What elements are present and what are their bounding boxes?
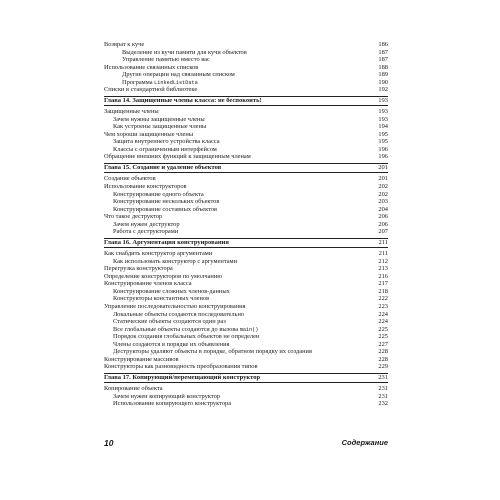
toc-entry-title: Члены создаются в порядке их объявления bbox=[113, 340, 230, 348]
toc-entry bbox=[104, 198, 388, 206]
toc-entry bbox=[104, 116, 388, 124]
toc-entry bbox=[104, 56, 388, 64]
toc-entry bbox=[104, 250, 388, 258]
toc-entry bbox=[104, 318, 388, 326]
toc-page-number: 225 bbox=[378, 325, 388, 333]
toc-entry-title: Зачем нужен копирующий конструктор bbox=[113, 392, 220, 400]
chapter-heading bbox=[104, 96, 388, 106]
toc-entry-title: Классы с ограниченным интерфейсом bbox=[113, 145, 217, 153]
toc-entry bbox=[104, 131, 388, 139]
toc-entry-title: Работа с деструкторами bbox=[113, 228, 179, 236]
toc-entry-title: Другие операции над связанным списком bbox=[122, 71, 235, 79]
toc-page-number: 231 bbox=[378, 374, 388, 382]
toc-entry-title: Программа LinkedListData bbox=[122, 78, 198, 86]
toc-entry-title: Использование конструкторов bbox=[104, 182, 187, 190]
toc-entry-title: Создание объектов bbox=[104, 175, 156, 183]
page-footer bbox=[104, 438, 388, 450]
toc-entry bbox=[104, 385, 388, 393]
page-number: 10 bbox=[104, 438, 114, 448]
toc-entry bbox=[104, 348, 388, 356]
toc-entry bbox=[104, 49, 388, 57]
toc-page-number: 189 bbox=[378, 71, 388, 79]
toc-page-number: 195 bbox=[378, 138, 388, 146]
toc-page-number: 194 bbox=[378, 123, 388, 131]
toc-entry bbox=[104, 153, 388, 161]
toc-page-number: 188 bbox=[378, 63, 388, 71]
toc-entry bbox=[104, 108, 388, 116]
toc-entry-title: Как устроены защищенные члены bbox=[113, 123, 207, 131]
toc-entry-title: Списки в стандартной библиотеке bbox=[104, 86, 198, 94]
toc-entry-title: Локальные объекты создаются последовательно bbox=[113, 310, 245, 318]
toc-page-number: 228 bbox=[378, 355, 388, 363]
toc-page-number: 196 bbox=[378, 153, 388, 161]
toc-entry bbox=[104, 183, 388, 191]
toc-page-number: 201 bbox=[378, 164, 388, 172]
chapter-title: Глава 15. Создание и удаление объектов bbox=[104, 164, 222, 172]
toc-entry bbox=[104, 86, 388, 94]
toc-entry bbox=[104, 206, 388, 214]
toc-page-number: 228 bbox=[378, 348, 388, 356]
toc-entry bbox=[104, 64, 388, 72]
toc-entry-title: Управление памятью вместо вас bbox=[122, 56, 210, 64]
toc-entry-title: Конструирование сложных членов-данных bbox=[113, 287, 230, 295]
toc-entry bbox=[104, 326, 388, 334]
toc-entry-title: Конструирование составных объектов bbox=[113, 205, 218, 213]
toc-page-number: 224 bbox=[378, 310, 388, 318]
toc-entry-title: Деструкторы удаляют объекты в порядке, обратном порядку их создания bbox=[113, 348, 312, 356]
toc-page-number: 229 bbox=[378, 363, 388, 371]
toc-page-number: 202 bbox=[378, 182, 388, 190]
toc-page-number: 193 bbox=[378, 97, 388, 105]
toc-page-number: 225 bbox=[378, 333, 388, 341]
toc-entry bbox=[104, 363, 388, 371]
chapter-title: Глава 14. Защищенные члены класса: не беспокоить! bbox=[104, 97, 262, 105]
toc-entry-title: Все глобальные объекты создаются до вызова main() bbox=[113, 325, 259, 333]
chapter-heading bbox=[104, 238, 388, 248]
toc-entry-title: Использование копирующего конструктора bbox=[113, 400, 232, 408]
toc-entry bbox=[104, 228, 388, 236]
toc-entry-title: Конструкторы как разновидность преобразования типов bbox=[104, 363, 258, 371]
code-identifier: LinkedListData bbox=[154, 79, 198, 86]
toc-page-number: 216 bbox=[378, 272, 388, 280]
toc-entry bbox=[104, 221, 388, 229]
toc-entry bbox=[104, 273, 388, 281]
toc-page-number: 211 bbox=[378, 238, 388, 246]
toc-entry-title: Выделение из кучи памяти для кучи объектов bbox=[122, 48, 247, 56]
toc-entry bbox=[104, 191, 388, 199]
toc-page-number: 207 bbox=[378, 228, 388, 236]
toc-page-number: 202 bbox=[378, 190, 388, 198]
table-of-contents bbox=[104, 41, 388, 408]
toc-entry bbox=[104, 71, 388, 79]
toc-page-number: 186 bbox=[378, 41, 388, 48]
toc-entry bbox=[104, 295, 388, 303]
toc-page-number: 206 bbox=[378, 213, 388, 221]
running-title: Содержание bbox=[341, 438, 388, 447]
toc-page-number: 232 bbox=[378, 400, 388, 408]
toc-entry bbox=[104, 146, 388, 154]
toc-entry-title: Порядок создания глобальных объектов не определен bbox=[113, 333, 260, 341]
toc-page-number: 224 bbox=[378, 318, 388, 326]
toc-page-number: 211 bbox=[378, 250, 388, 258]
chapter-heading bbox=[104, 163, 388, 173]
toc-page-number: 193 bbox=[378, 108, 388, 116]
toc-entry-title: Чем хороши защищенные члены bbox=[104, 130, 194, 138]
toc-page-number: 192 bbox=[378, 86, 388, 94]
toc-entry bbox=[104, 311, 388, 319]
toc-page-number: 218 bbox=[378, 287, 388, 295]
chapter-title: Глава 16. Аргументация конструирования bbox=[104, 238, 229, 246]
toc-entry bbox=[104, 280, 388, 288]
toc-entry-title: Защищенные члены bbox=[104, 108, 159, 116]
toc-entry-title: Управление последовательностью конструирования bbox=[104, 302, 246, 310]
toc-page-number: 222 bbox=[378, 295, 388, 303]
toc-entry-title: Как использовать конструктор с аргументами bbox=[113, 257, 237, 265]
code-identifier: main() bbox=[239, 326, 259, 333]
toc-entry-title: Обращение внешних функций к защищенным членам bbox=[104, 153, 251, 161]
toc-entry-title: Конструирование нескольких объектов bbox=[113, 198, 220, 206]
toc-entry-title: Конструирование членов класса bbox=[104, 280, 192, 288]
toc-entry bbox=[104, 341, 388, 349]
toc-entry-title: Что такое деструктор bbox=[104, 213, 163, 221]
toc-page-number: 212 bbox=[378, 257, 388, 265]
chapter-title: Глава 17. Копирующий/перемещающий конструктор bbox=[104, 374, 261, 382]
toc-entry bbox=[104, 213, 388, 221]
toc-entry-title: Использование связанных списков bbox=[104, 63, 199, 71]
toc-page-number: 190 bbox=[378, 78, 388, 86]
toc-entry bbox=[104, 393, 388, 401]
toc-entry bbox=[104, 79, 388, 87]
toc-entry bbox=[104, 123, 388, 131]
chapter-heading bbox=[104, 373, 388, 383]
toc-entry-title: Зачем нужны защищенные члены bbox=[113, 115, 205, 123]
toc-entry-title: Защита внутреннего устройства класса bbox=[113, 138, 220, 146]
toc-entry-title: Определение конструкторов по умолчанию bbox=[104, 272, 223, 280]
toc-page-number: 196 bbox=[378, 145, 388, 153]
toc-entry bbox=[104, 138, 388, 146]
toc-entry-title: Зачем нужен деструктор bbox=[113, 220, 180, 228]
toc-page-number: 204 bbox=[378, 205, 388, 213]
toc-page-number: 195 bbox=[378, 130, 388, 138]
toc-page-number: 187 bbox=[378, 48, 388, 56]
toc-entry bbox=[104, 265, 388, 273]
toc-entry-title: Конструирование одного объекта bbox=[113, 190, 204, 198]
toc-entry-title: Статические объекты создаются один раз bbox=[113, 318, 226, 326]
toc-page-number: 201 bbox=[378, 175, 388, 183]
toc-entry bbox=[104, 41, 388, 49]
toc-entry-title: Конструкторы константных членов bbox=[113, 295, 210, 303]
toc-page-number: 231 bbox=[378, 392, 388, 400]
toc-entry-title: Перегрузка конструктора bbox=[104, 265, 173, 273]
toc-entry-title: Конструирование массивов bbox=[104, 355, 179, 363]
toc-page-number: 193 bbox=[378, 115, 388, 123]
toc-entry-title: Возврат к куче bbox=[104, 41, 145, 48]
toc-page-number: 231 bbox=[378, 385, 388, 393]
toc-entry bbox=[104, 303, 388, 311]
toc-entry bbox=[104, 288, 388, 296]
toc-entry-title: Копирование объекта bbox=[104, 385, 163, 393]
toc-page-number: 217 bbox=[378, 280, 388, 288]
toc-entry bbox=[104, 400, 388, 408]
toc-page-number: 213 bbox=[378, 265, 388, 273]
toc-entry-title: Как снабдить конструктор аргументами bbox=[104, 250, 213, 258]
toc-page-number: 187 bbox=[378, 56, 388, 64]
toc-page-number: 223 bbox=[378, 302, 388, 310]
toc-entry bbox=[104, 258, 388, 266]
toc-page-number: 203 bbox=[378, 198, 388, 206]
toc-entry bbox=[104, 356, 388, 364]
toc-page-number: 206 bbox=[378, 220, 388, 228]
toc-entry bbox=[104, 333, 388, 341]
toc-page-number: 227 bbox=[378, 340, 388, 348]
toc-entry bbox=[104, 175, 388, 183]
